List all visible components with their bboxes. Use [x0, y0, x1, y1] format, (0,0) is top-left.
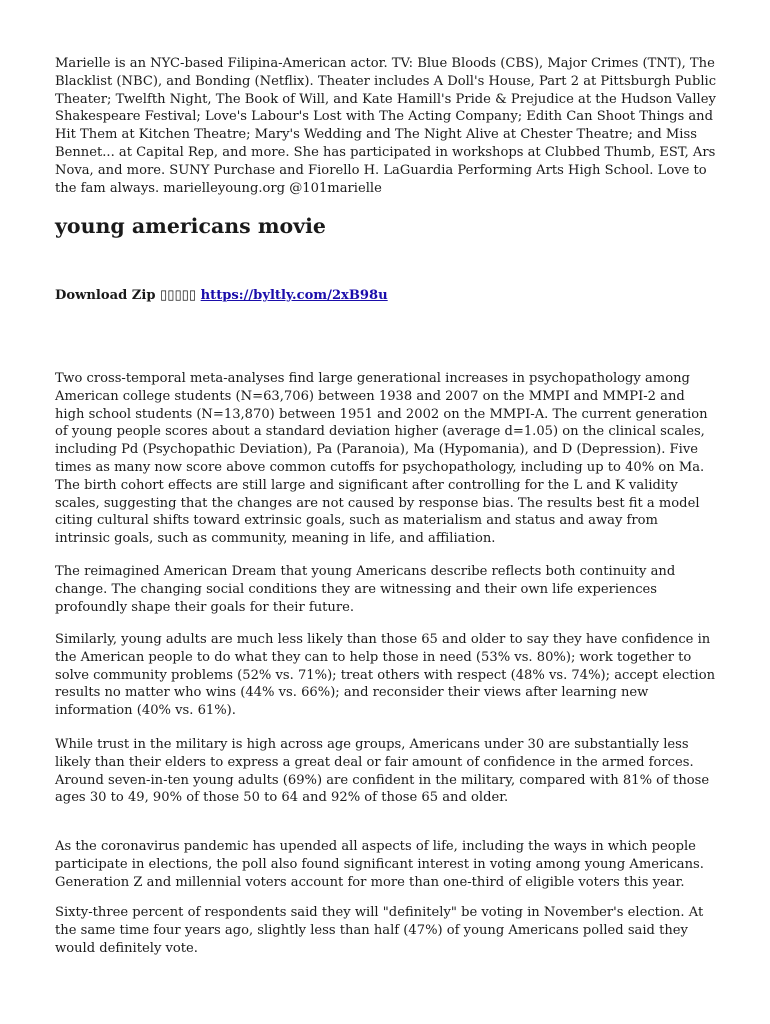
paragraph-confidence: Similarly, young adults are much less likely than those 65 and older to say they have confidence in the American people to do what they can to help those in need (53% vs. 80%); work together to solve community problems (52% vs. 71%); treat others with respect (48% vs. 74%); accept election results no matter who wins (44% vs. 66%); and reconsider their views after learning new information (40% vs. 61%). — [55, 632, 716, 719]
paragraph-mmpi: Two cross-temporal meta-analyses find large generational increases in psychopathology among American college students (N=63,706) between 1938 and 2007 on the MMPI and MMPI-2 and high school students (N=13,870) between 1951 and 2002 on the MMPI-A. The current generation of young people scores about a standard deviation higher (average d=1.05) on the clinical scales, including Pd (Psychopathic Deviation), Pa (Paranoia), Ma (Hypomania), and D (Depression). Five times as many now score above common cutoffs for psychopathology, including up to 40% on Ma. The birth cohort effects are still large and significant after controlling for the L and K validity scales, suggesting that the changes are not caused by response bias. The results best fit a model citing cultural shifts toward extrinsic goals, such as materialism and status and away from intrinsic goals, such as community, meaning in life, and affiliation. — [55, 371, 708, 547]
paragraph-american-dream: The reimagined American Dream that young Americans describe reflects both continuity and change. The changing social conditions they are witnessing and their own life experiences profoundly shape their goals for their future. — [55, 564, 676, 615]
download-link[interactable]: https://byltly.com/2xB98u — [200, 288, 388, 303]
paragraph-pandemic: As the coronavirus pandemic has upended all aspects of life, including the ways in which people participate in elections, the poll also found significant interest in voting among young Americans. Generation Z and millennial voters account for more than one-third of eligible voters this year. — [55, 839, 704, 890]
download-glyphs: ▯▯▯▯▯ — [160, 288, 197, 303]
page-title: young americans movie — [55, 214, 326, 238]
paragraph-voting: Sixty-three percent of respondents said they will "definitely" be voting in November's election. At the same time four years ago, slightly less than half (47%) of young Americans polled said they would definitely vote. — [55, 905, 704, 956]
intro-paragraph: Marielle is an NYC-based Filipina-American actor. TV: Blue Bloods (CBS), Major Crimes (TNT), The Blacklist (NBC), and Bonding (Netflix). Theater includes A Doll's House, Part 2 at Pittsburgh Public Theater; Twelfth Night, The Book of Will, and Kate Hamill's Pride & Prejudice at the Hudson Valley Shakespeare Festival; Love's Labour's Lost with The Acting Company; Edith Can Shoot Things and Hit Them at Kitchen Theatre; Mary's Wedding and The Night Alive at Chester Theatre; and Miss Bennet... at Capital Rep, and more. She has participated in workshops at Clubbed Thumb, EST, Ars Nova, and more. SUNY Purchase and Fiorello H. LaGuardia Performing Arts High School. Love to the fam always. marielleyoung.org @101marielle — [55, 56, 717, 196]
paragraph-military: While trust in the military is high across age groups, Americans under 30 are substantially less likely than their elders to express a great deal or fair amount of confidence in the armed forces. Around seven-in-ten young adults (69%) are confident in the military, compared with 81% of those ages 30 to 49, 90% of those 50 to 64 and 92% of those 65 and older. — [55, 737, 710, 806]
download-line — [55, 287, 388, 305]
download-label: Download Zip — [55, 288, 156, 303]
